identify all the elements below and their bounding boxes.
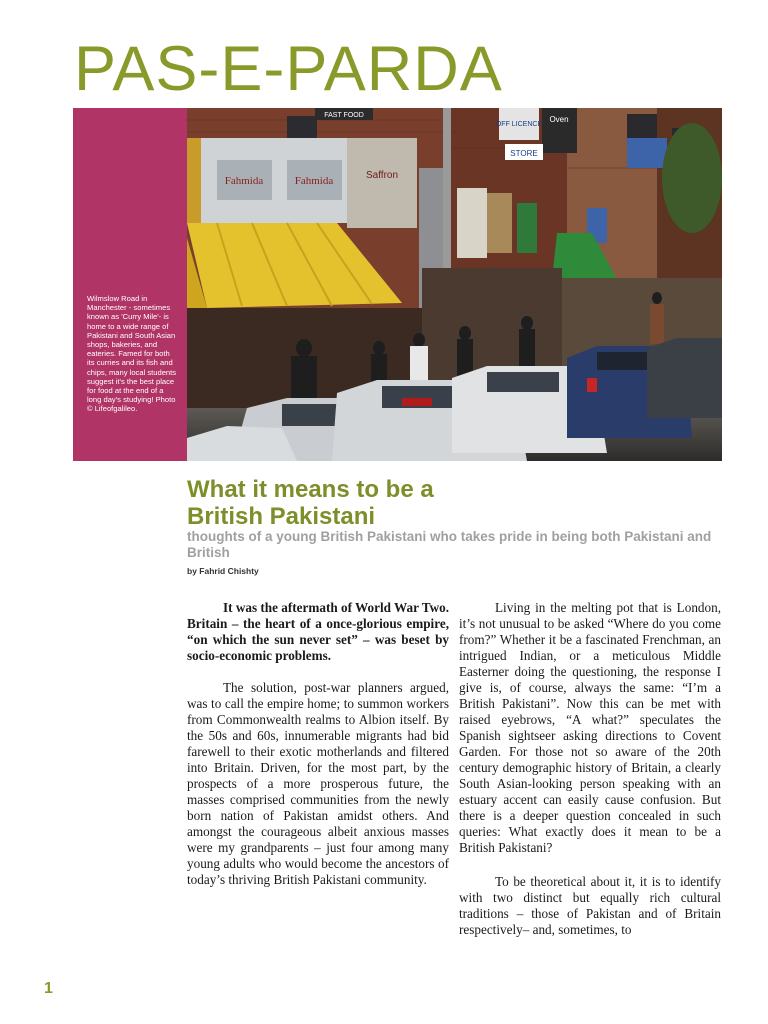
licence-sign: OFF LICENCE <box>495 121 543 128</box>
headline-line-2: British Pakistani <box>187 503 376 530</box>
shop-sign-3: Saffron <box>365 170 399 181</box>
body-paragraph: To be theoretical about it, it is to identify with two distinct but equally rich cultural traditions – those of Pakistan and of Britain respectively– and, sometimes, to <box>459 874 721 937</box>
article-byline: by Fahrid Chishty <box>187 566 259 576</box>
store-sign: STORE <box>510 149 538 158</box>
lead-paragraph: It was the aftermath of World War Two. Britain – the heart of a once-glorious empire, “on which the sun never set” – was beset by socio-economic problems. <box>187 600 449 663</box>
photo-caption: Wilmslow Road in Manchester - sometimes known as 'Curry Mile'- is home to a wide range of Pakistani and South Asian shops, bakeries, and eateries. Famed for both its curries and its fish and chips, many local students suggest it's the best place for food at the end of a long day's studying! Photo © Lifeofgalileo. <box>87 294 177 414</box>
page-number: 1 <box>44 980 53 997</box>
shop-sign-1: Fahmida <box>224 175 264 187</box>
street-photo <box>187 108 722 461</box>
body-paragraph: Living in the melting pot that is London, it’s not unusual to be asked “Where do you come from?” Whether it be a fascinated Frenchman, an intrigued Indian, or a meticulous Middle Easterner doing the questioning, the response I give is, of course, always the same: “I’m a British Pakistani”. Now this can be met with raised eyebrows, “A what?” speculates the Spanish sightseer asking directions to Covent Garden. For those not so aware of the 20th century demographic history of Britain, a clearly South Asian-looking person speaking with an estuary accent can easily cause confusion. But there is a deeper question concealed in such queries: What exactly does it mean to be a British Pakistani? <box>459 600 721 855</box>
article-column-left <box>187 600 449 888</box>
shop-sign-2: Fahmida <box>294 175 334 187</box>
headline-line-1: What it means to be a <box>187 476 434 503</box>
article-headline <box>187 476 727 530</box>
magazine-masthead: PAS-E-PARDA <box>74 34 503 104</box>
fastfood-sign: FAST FOOD <box>324 112 364 119</box>
article-column-right <box>459 600 721 938</box>
body-paragraph: The solution, post-war planners argued, was to call the empire home; to summon workers from Commonwealth realms to Albion itself. By the 50s and 60s, innumerable migrants had bid farewell to their exotic motherlands and filtered into Britain. Driven, for the most part, by the prospects of a more prosperous future, the masses comprised communities from the newly born nation of Pakistan amidst others. And amongst the courageous albeit anxious masses were my grandparents – just four among many young adults who would become the ancestors of today’s thriving British Pakistani community. <box>187 680 449 887</box>
oven-sign: Oven <box>549 115 569 124</box>
article-subheading: thoughts of a young British Pakistani who takes pride in being both Pakistani and British <box>187 529 712 560</box>
